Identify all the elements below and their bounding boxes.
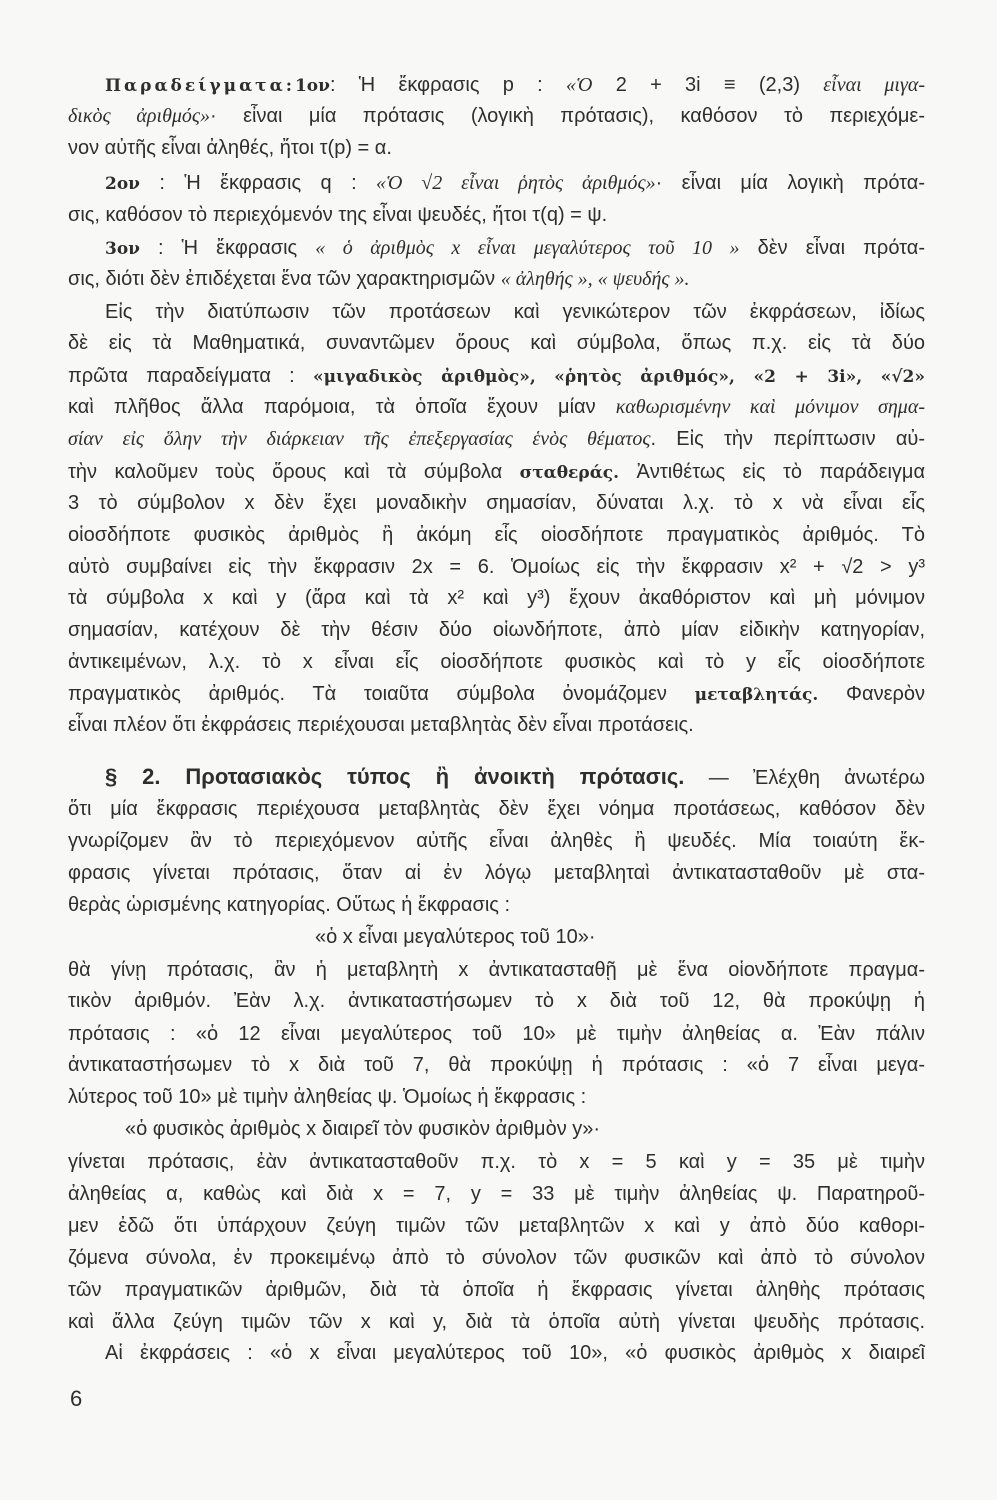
text-line xyxy=(105,236,925,260)
text-run: τικὸν ἀριθμόν. Ἐὰν λ.χ. ἀντικαταστήσωμεν τὸ x διὰ τοῦ 12, θὰ προκύψῃ ἡ xyxy=(68,990,925,1012)
bold-text: μεταβλητάς. xyxy=(694,685,819,705)
text-line xyxy=(68,713,925,737)
text-line xyxy=(68,650,925,674)
text-run: Φανερὸν xyxy=(818,683,925,705)
text-line xyxy=(68,364,925,388)
text-run: ἀντικαταστήσωμεν τὸ x διὰ τοῦ 7, θὰ προκύψῃ ἡ πρότασις : «ὁ 7 εἶναι μεγα- xyxy=(68,1054,925,1076)
text-run: ἀληθείας α, καθὼς καὶ διὰ x = 7, y = 33 μὲ τιμὴν ἀληθείας ψ. Παρατηροῦ- xyxy=(68,1183,925,1205)
text-run: · εἶναι μία λογικὴ πρότα- xyxy=(655,172,925,194)
text-run: θερὰς ὡρισμένης κατηγορίας. Οὕτως ἡ ἔκφρασις : xyxy=(68,894,511,916)
text-line xyxy=(68,1246,925,1270)
text-run: : Ἡ ἔκφρασις q : xyxy=(139,172,377,194)
text-run: δὲν εἶναι πρότα- xyxy=(739,237,925,259)
text-line xyxy=(68,491,925,515)
text-line xyxy=(68,1085,925,1109)
italic-text: σίαν εἰς ὅλην τὴν διάρκειαν τῆς ἐπεξεργασίας ἑνὸς θέματος xyxy=(68,428,651,450)
italic-text: δικὸς ἀριθμός» xyxy=(68,105,211,127)
text-run: θὰ γίνῃ πρότασις, ἂν ἡ μεταβλητὴ x ἀντικατασταθῇ μὲ ἕνα οἱονδήποτε πραγμα- xyxy=(68,959,925,981)
text-run: : Ἡ ἔκφρασις p : xyxy=(329,74,566,96)
text-run: ἀντικειμένων, λ.χ. τὸ x εἶναι εἷς οἱοσδήποτε φυσικὸς καὶ τὸ y εἷς οἱοσδήποτε xyxy=(68,651,925,673)
text-run: 3 τὸ σύμβολον x δὲν ἔχει μοναδικὴν σημασίαν, δύναται λ.χ. τὸ x νὰ εἶναι εἷς xyxy=(68,492,925,514)
text-line xyxy=(68,395,925,419)
text-run: · εἶναι μία πρότασις (λογικὴ πρότασις), καθόσον τὸ περιεχόμε- xyxy=(210,105,925,127)
text-run: πρότασις : «ὁ 12 εἶναι μεγαλύτερος τοῦ 10» μὲ τιμὴν ἀληθείας α. Ἐὰν πάλιν xyxy=(68,1023,925,1045)
text-line xyxy=(68,523,925,547)
bold-text: § 2. Προτασιακὸς τύπος ἢ ἀνοικτὴ πρότασις. xyxy=(105,765,685,789)
text-line xyxy=(68,893,925,917)
text-run: σις, διότι δὲν ἐπιδέχεται ἕνα τῶν χαρακτηρισμῶν xyxy=(68,268,501,290)
text-run: καὶ πλῆθος ἄλλα παρόμοια, τὰ ὁποῖα ἔχουν μίαν xyxy=(68,396,616,418)
text-line xyxy=(68,682,925,706)
page-number: 6 xyxy=(70,1386,83,1411)
text-line xyxy=(68,797,925,821)
text-run: λύτερος τοῦ 10» μὲ τιμὴν ἀληθείας ψ. Ὁμοίως ἡ ἔκφρασις : xyxy=(68,1086,587,1108)
bold-text: «μιγαδικὸς ἀριθμὸς», «ῥητὸς ἀριθμός», «2 + 3i», «√2» xyxy=(312,367,925,387)
bold-text: 3ον xyxy=(105,239,140,259)
text-run: σις, καθόσον τὸ περιεχόμενόν της εἶναι ψευδές, ἤτοι τ(q) = ψ. xyxy=(68,204,608,226)
bold-text: σταθεράς. xyxy=(519,463,620,483)
text-run: πρῶτα παραδείγματα : xyxy=(68,365,313,387)
text-run: «ὁ φυσικὸς ἀριθμὸς x διαιρεῖ τὸν φυσικὸν ἀριθμὸν y»· xyxy=(125,1118,601,1140)
text-run: 2 + 3i ≡ (2,3) xyxy=(592,74,824,96)
text-line xyxy=(68,427,925,451)
text-line xyxy=(68,829,925,853)
text-run: τὴν καλοῦμεν τοὺς ὅρους καὶ τὰ σύμβολα xyxy=(68,461,520,483)
text-line xyxy=(105,73,925,97)
text-line xyxy=(68,1214,925,1238)
text-run: γίνεται πρότασις, ἐὰν ἀντικατασταθοῦν π.χ. τὸ x = 5 καὶ y = 35 μὲ τιμὴν xyxy=(68,1151,925,1173)
text-run: τῶν πραγματικῶν ἀριθμῶν, διὰ τὰ ὁποῖα ἡ ἔκφρασις γίνεται ἀληθὴς πρότασις xyxy=(68,1279,925,1301)
text-line xyxy=(68,958,925,982)
text-line xyxy=(68,136,925,160)
text-line xyxy=(105,300,925,324)
text-line xyxy=(68,989,925,1013)
text-run: ζόμενα σύνολα, ἐν προκειμένῳ ἀπὸ τὸ σύνολον τῶν φυσικῶν καὶ ἀπὸ τὸ σύνολον xyxy=(68,1247,925,1269)
bold-text: 2ον xyxy=(105,174,140,194)
text-line xyxy=(68,331,925,355)
text-line xyxy=(105,1341,925,1365)
text-line xyxy=(68,1022,925,1046)
text-line xyxy=(125,1117,982,1141)
text-run: αὐτὸ συμβαίνει εἰς τὴν ἔκφρασιν 2x = 6. Ὁμοίως εἰς τὴν ἔκφρασιν x² + √2 > y³ xyxy=(68,556,925,578)
text-line xyxy=(68,618,925,642)
text-run: γνωρίζομεν ἂν τὸ περιεχόμενον αὐτῆς εἶναι ἀληθὲς ἢ ψευδές. Μία τοιαύτη ἔκ- xyxy=(68,830,925,852)
text-run: — Ἐλέχθη ἀνωτέρω xyxy=(684,767,925,789)
text-line xyxy=(68,586,925,610)
italic-text: καθωρισμένην καὶ μόνιμον σημα- xyxy=(615,396,925,418)
text-line xyxy=(68,555,925,579)
bold-text: Παραδείγματα: xyxy=(105,76,295,96)
text-run: οἱοσδήποτε φυσικὸς ἀριθμὸς ἢ ἀκόμη εἷς οἱοσδήποτε πραγματικὸς ἀριθμός. Τὸ xyxy=(68,524,925,546)
text-line xyxy=(68,203,925,227)
text-run: Εἰς τὴν διατύπωσιν τῶν προτάσεων καὶ γενικώτερον τῶν ἐκφράσεων, ἰδίως xyxy=(105,301,925,323)
text-run: : Ἡ ἔκφρασις xyxy=(139,237,316,259)
text-run: καὶ ἄλλα ζεύγη τιμῶν τῶν x καὶ y, διὰ τὰ ὁποῖα αὐτὴ γίνεται ψευδὴς πρότασις. xyxy=(68,1311,925,1333)
text-line xyxy=(68,1053,925,1077)
italic-text: «Ὁ √2 εἶναι ῥητὸς ἀριθμός» xyxy=(376,172,656,194)
text-line xyxy=(68,267,925,291)
text-line xyxy=(68,104,925,128)
text-run: Ἀντιθέτως εἰς τὸ παράδειγμα xyxy=(619,461,925,483)
section-heading-line xyxy=(105,765,925,789)
text-run: «ὁ x εἶναι μεγαλύτερος τοῦ 10»· xyxy=(315,926,596,948)
text-line xyxy=(68,861,925,885)
text-run: σημασίαν, κατέχουν δὲ τὴν θέσιν δύο οἱωνδήποτε, ἀπὸ μίαν εἰδικὴν κατηγορίαν, xyxy=(68,619,925,641)
text-run: νον αὐτῆς εἶναι ἀληθές, ἤτοι τ(p) = α. xyxy=(68,137,392,159)
italic-text: εἶναι μιγα- xyxy=(823,74,925,96)
text-run: τὰ σύμβολα x καὶ y (ἄρα καὶ τὰ x² καὶ y³) ἔχουν ἀκαθόριστον καὶ μὴ μόνιμον xyxy=(68,587,925,609)
text-line xyxy=(68,460,925,484)
text-line xyxy=(68,1278,925,1302)
text-run: δὲ εἰς τὰ Μαθηματικά, συναντῶμεν ὅρους καὶ σύμβολα, ὅπως π.χ. εἰς τὰ δύο xyxy=(68,332,925,354)
bold-text: 1ον xyxy=(294,76,330,96)
text-line xyxy=(68,1310,925,1334)
text-run: πραγματικὸς ἀριθμός. Τὰ τοιαῦτα σύμβολα ὀνομάζομεν xyxy=(68,683,695,705)
text-run: Αἱ ἐκφράσεις : «ὁ x εἶναι μεγαλύτερος τοῦ 10», «ὁ φυσικὸς ἀριθμὸς x διαιρεῖ xyxy=(105,1342,925,1364)
text-line xyxy=(315,925,997,949)
text-line xyxy=(68,1150,925,1174)
text-line xyxy=(105,171,925,195)
italic-text: «Ὁ xyxy=(566,74,593,96)
italic-text: « ὁ ἀριθμὸς x εἶναι μεγαλύτερος τοῦ 10 » xyxy=(315,237,740,259)
text-run: φρασις γίνεται πρότασις, ὅταν αἱ ἐν λόγῳ μεταβληταὶ ἀντικατασταθοῦν μὲ στα- xyxy=(68,862,925,884)
text-run: εἶναι πλέον ὅτι ἐκφράσεις περιέχουσαι μεταβλητὰς δὲν εἶναι προτάσεις. xyxy=(68,714,694,736)
text-run: ὅτι μία ἔκφρασις περιέχουσα μεταβλητὰς δὲν ἔχει νόημα προτάσεως, καθόσον δὲν xyxy=(68,798,925,820)
text-run: μεν ἐδῶ ὅτι ὑπάρχουν ζεύγη τιμῶν τῶν μεταβλητῶν x καὶ y ἀπὸ δύο καθορι- xyxy=(68,1215,925,1237)
italic-text: « ἀληθής », « ψευδής ». xyxy=(500,268,690,290)
text-run: . Εἰς τὴν περίπτωσιν αὐ- xyxy=(650,428,925,450)
text-line xyxy=(68,1182,925,1206)
